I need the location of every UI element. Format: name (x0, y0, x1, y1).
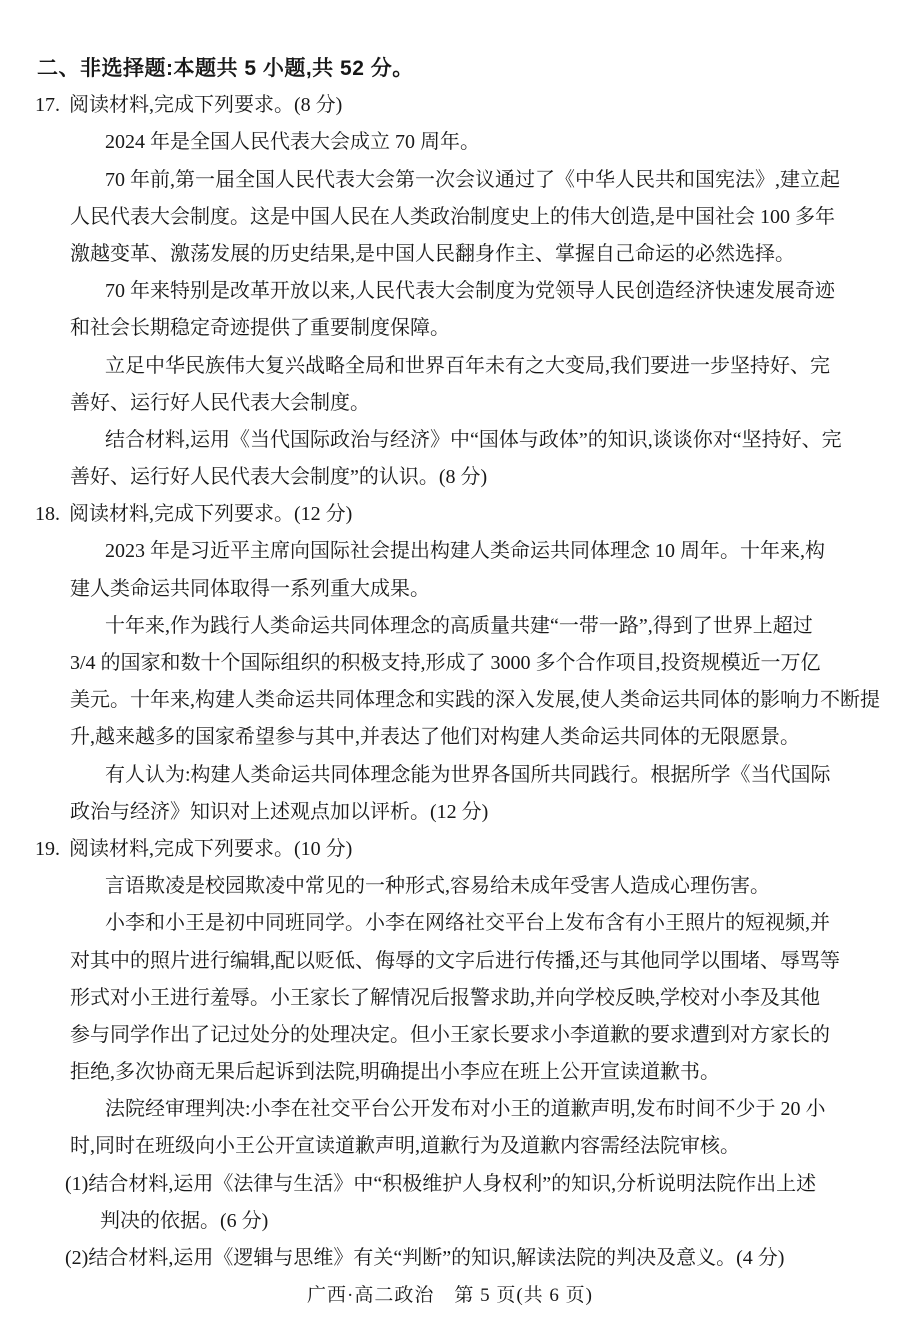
question-17-number: 17. (35, 94, 60, 117)
q19-material-line: 时,同时在班级向小王公开宣读道歉声明,道歉行为及道歉内容需经法院审核。 (70, 1135, 740, 1158)
q17-task-line: 结合材料,运用《当代国际政治与经济》中“国体与政体”的知识,谈谈你对“坚持好、完 (105, 428, 842, 451)
q17-material-line: 激越变革、激荡发展的历史结果,是中国人民翻身作主、掌握自己命运的必然选择。 (70, 242, 795, 265)
q19-material-line: 对其中的照片进行编辑,配以贬低、侮辱的文字后进行传播,还与其他同学以围堵、辱骂等 (70, 949, 840, 972)
q19-material-line: 言语欺凌是校园欺凌中常见的一种形式,容易给未成年受害人造成心理伤害。 (105, 875, 770, 898)
q17-task-line: 善好、运行好人民代表大会制度”的认识。(8 分) (70, 466, 488, 489)
q19-material-line: 形式对小王进行羞辱。小王家长了解情况后报警求助,并向学校反映,学校对小李及其他 (70, 986, 820, 1009)
q19-material-line: 参与同学作出了记过处分的处理决定。但小王家长要求小李道歉的要求遭到对方家长的 (70, 1023, 830, 1046)
q17-material-line: 70 年前,第一届全国人民代表大会第一次会议通过了《中华人民共和国宪法》,建立起 (105, 168, 840, 191)
question-17-stem-text: 阅读材料,完成下列要求。(8 分) (69, 94, 343, 117)
question-18-stem (0, 496, 900, 533)
page-footer: 广西·高二政治 第 5 页(共 6 页) (307, 1285, 593, 1307)
q17-material-line: 2024 年是全国人民代表大会成立 70 周年。 (105, 131, 480, 154)
q18-material-line: 升,越来越多的国家希望参与其中,并表达了他们对构建人类命运共同体的无限愿景。 (70, 726, 800, 749)
question-17-stem (0, 87, 900, 124)
q18-material-line: 建人类命运共同体取得一系列重大成果。 (70, 577, 430, 600)
question-18-stem-text: 阅读材料,完成下列要求。(12 分) (69, 503, 353, 526)
q18-task-line: 有人认为:构建人类命运共同体理念能为世界各国所共同践行。根据所学《当代国际 (105, 763, 831, 786)
q17-material-line: 70 年来特别是改革开放以来,人民代表大会制度为党领导人民创造经济快速发展奇迹 (105, 280, 835, 303)
q18-material-line: 2023 年是习近平主席向国际社会提出构建人类命运共同体理念 10 周年。十年来,构 (105, 540, 825, 563)
q19-subquestion-1-line: (1)结合材料,运用《法律与生活》中“积极维护人身权利”的知识,分析说明法院作出上述 (65, 1172, 817, 1195)
q17-material-line: 人民代表大会制度。这是中国人民在人类政治制度史上的伟大创造,是中国社会 100 多年 (70, 205, 835, 228)
section-header: 二、非选择题:本题共 5 小题,共 52 分。 (37, 57, 414, 80)
q18-task-line: 政治与经济》知识对上述观点加以评析。(12 分) (70, 800, 489, 823)
q19-material-line: 小李和小王是初中同班同学。小李在网络社交平台上发布含有小王照片的短视频,并 (105, 912, 830, 935)
question-19-stem-text: 阅读材料,完成下列要求。(10 分) (69, 837, 353, 860)
q18-material-line: 十年来,作为践行人类命运共同体理念的高质量共建“一带一路”,得到了世界上超过 (105, 614, 813, 637)
q17-material-line: 善好、运行好人民代表大会制度。 (70, 391, 370, 414)
q18-material-line: 3/4 的国家和数十个国际组织的积极支持,形成了 3000 多个合作项目,投资规模近一万亿 (70, 652, 821, 674)
q18-material-line: 美元。十年来,构建人类命运共同体理念和实践的深入发展,使人类命运共同体的影响力不断提 (70, 689, 880, 712)
q19-material-line: 拒绝,多次协商无果后起诉到法院,明确提出小李应在班上公开宣读道歉书。 (70, 1061, 720, 1084)
question-19-stem (0, 831, 900, 868)
q19-subquestion-2-line: (2)结合材料,运用《逻辑与思维》有关“判断”的知识,解读法院的判决及意义。(4 分) (65, 1247, 785, 1269)
q17-material-line: 立足中华民族伟大复兴战略全局和世界百年未有之大变局,我们要进一步坚持好、完 (105, 354, 830, 377)
question-19-number: 19. (35, 837, 60, 860)
q17-material-line: 和社会长期稳定奇迹提供了重要制度保障。 (70, 317, 450, 340)
q19-subquestion-1-line: 判决的依据。(6 分) (100, 1209, 269, 1232)
question-18-number: 18. (35, 503, 60, 526)
q19-material-line: 法院经审理判决:小李在社交平台公开发布对小王的道歉声明,发布时间不少于 20 小 (105, 1098, 826, 1121)
